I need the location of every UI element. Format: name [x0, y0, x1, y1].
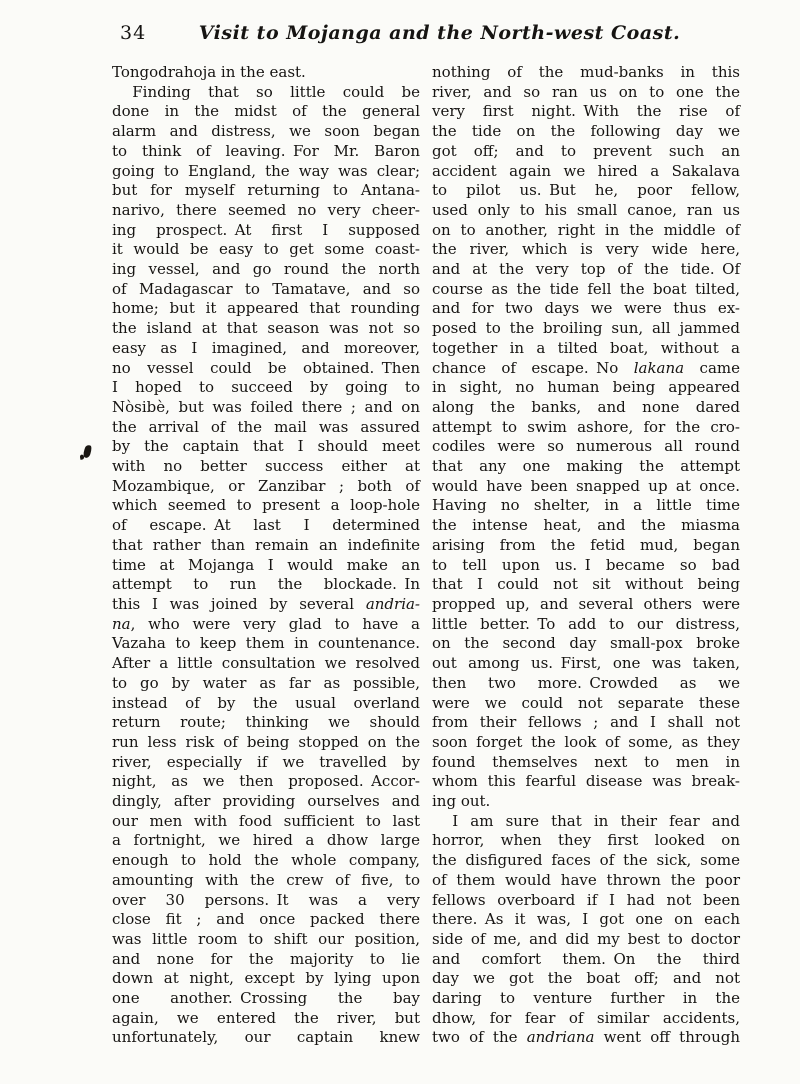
text-line: ing prospect. At first I supposed — [112, 220, 420, 239]
text-line: one another. Crossing the bay — [112, 989, 420, 1008]
text-line: of escape. At last I determined — [112, 516, 420, 535]
text-line: it would be easy to get some coast- — [112, 240, 420, 259]
text-line: used only to his small canoe, ran us — [432, 200, 740, 219]
text-line: ing vessel, and go round the north — [112, 260, 420, 279]
text-line: whom this fearful disease was break- — [432, 772, 740, 791]
text-line: Tongodrahoja in the east. — [112, 63, 306, 81]
text-line: the river, which is very wide here, — [432, 240, 740, 259]
text-line: two of the andriana went off through — [432, 1028, 740, 1047]
text-line: of them would have thrown the poor — [432, 870, 740, 889]
text-line: fellows overboard if I had not been — [432, 890, 740, 909]
text-line: accident again we hired a Sakalava — [432, 161, 740, 180]
text-line: arising from the fetid mud, began — [432, 535, 740, 554]
text-line: then two more. Crowded as we — [432, 673, 740, 692]
text-line: river, especially if we travelled by — [112, 752, 420, 771]
text-line: done in the midst of the general — [112, 102, 420, 121]
text-line: codiles were so numerous all round — [432, 437, 740, 456]
text-line: little better. To add to our distress, — [432, 614, 740, 633]
text-line: was little room to shift our position, — [112, 929, 420, 948]
text-line: course as the tide fell the boat tilted, — [432, 279, 740, 298]
text-line: alarm and distress, we soon began — [112, 122, 420, 141]
text-body — [112, 63, 740, 1048]
text-line: day we got the boat off; and not — [432, 969, 740, 988]
text-line: night, as we then proposed. Accor- — [112, 772, 420, 791]
text-line: found themselves next to men in — [432, 752, 740, 771]
text-line: to pilot us. But he, poor fellow, — [432, 181, 740, 200]
text-line: Having no shelter, in a little time — [432, 496, 740, 515]
text-line: to go by water as far as possible, — [112, 673, 420, 692]
text-line: that rather than remain an indefinite — [112, 535, 420, 554]
text-line: amounting with the crew of five, to — [112, 870, 420, 889]
text-line: but for myself returning to Antana- — [112, 181, 420, 200]
text-line: Vazaha to keep them in countenance. — [112, 634, 420, 653]
text-line: were we could not separate these — [432, 693, 740, 712]
text-line: the intense heat, and the miasma — [432, 516, 740, 535]
text-line: Nòsibè, but was foiled there ; and on — [112, 397, 420, 416]
text-line: I am sure that in their fear and — [452, 811, 740, 830]
text-line: on the second day small-pox broke — [432, 634, 740, 653]
left-column — [112, 63, 420, 1048]
page-number: 34 — [120, 22, 147, 44]
text-line: ing out. — [432, 792, 491, 811]
text-line: got off; and to prevent such an — [432, 141, 740, 160]
text-line: dingly, after providing ourselves and — [112, 792, 420, 811]
text-line: instead of by the usual overland — [112, 693, 420, 712]
text-line: there. As it was, I got one on each — [432, 910, 740, 929]
text-line: this I was joined by several andria- — [112, 594, 420, 613]
text-line: very first night. With the rise of — [432, 102, 740, 121]
text-line: soon forget the look of some, as they — [432, 732, 740, 751]
text-line: the disfigured faces of the sick, some — [432, 851, 740, 870]
text-line: over 30 persons. It was a very — [112, 890, 420, 909]
text-line: chance of escape. No lakana came — [432, 358, 740, 377]
text-line: narivo, there seemed no very cheer- — [112, 200, 420, 219]
text-line: with no better success either at — [112, 457, 420, 476]
text-line: together in a tilted boat, without a — [432, 338, 740, 357]
text-line: close fit ; and once packed there — [112, 910, 420, 929]
text-line: our men with food sufficient to last — [112, 811, 420, 830]
text-line: side of me, and did my best to doctor — [432, 929, 740, 948]
text-line: that I could not sit without being — [432, 575, 740, 594]
text-line: and for two days we were thus ex- — [432, 299, 740, 318]
text-line: daring to venture further in the — [432, 989, 740, 1008]
ink-blot-mark — [82, 444, 93, 459]
text-line: river, and so ran us on to one the — [432, 82, 740, 101]
text-line: by the captain that I should meet — [112, 437, 420, 456]
text-line: from their fellows ; and I shall not — [432, 713, 740, 732]
text-line: that any one making the attempt — [432, 457, 740, 476]
text-line: nothing of the mud-banks in this — [432, 63, 740, 81]
text-line: which seemed to present a loop-hole — [112, 496, 420, 515]
text-line: to think of leaving. For Mr. Baron — [112, 141, 420, 160]
page-header — [112, 22, 737, 48]
text-line: unfortunately, our captain knew — [112, 1028, 420, 1047]
text-line: Mozambique, or Zanzibar ; both of — [112, 476, 420, 495]
text-line: propped up, and several others were — [432, 594, 740, 613]
text-line: in sight, no human being appeared — [432, 378, 740, 397]
text-line: down at night, except by lying upon — [112, 969, 420, 988]
text-line: Finding that so little could be — [132, 82, 420, 101]
text-line: After a little consultation we resolved — [112, 654, 420, 673]
text-line: no vessel could be obtained. Then — [112, 358, 420, 377]
text-line: going to England, the way was clear; — [112, 161, 420, 180]
text-line: attempt to swim ashore, for the cro- — [432, 417, 740, 436]
text-line: of Madagascar to Tamatave, and so — [112, 279, 420, 298]
text-line: the island at that season was not so — [112, 319, 420, 338]
text-line: out among us. First, one was taken, — [432, 654, 740, 673]
text-line: enough to hold the whole company, — [112, 851, 420, 870]
right-column — [432, 63, 740, 1048]
text-line: a fortnight, we hired a dhow large — [112, 831, 420, 850]
text-line: again, we entered the river, but — [112, 1008, 420, 1027]
text-line: the tide on the following day we — [432, 122, 740, 141]
text-line: run less risk of being stopped on the — [112, 732, 420, 751]
text-line: attempt to run the blockade. In — [112, 575, 420, 594]
text-line: along the banks, and none dared — [432, 397, 740, 416]
text-line: and comfort them. On the third — [432, 949, 740, 968]
running-title: Visit to Mojanga and the North-west Coast. — [198, 22, 681, 44]
text-line: time at Mojanga I would make an — [112, 555, 420, 574]
text-line: easy as I imagined, and moreover, — [112, 338, 420, 357]
text-line: and at the very top of the tide. Of — [432, 260, 740, 279]
text-line: would have been snapped up at once. — [432, 476, 740, 495]
text-line: dhow, for fear of similar accidents, — [432, 1008, 740, 1027]
text-line: I hoped to succeed by going to — [112, 378, 420, 397]
text-line: horror, when they first looked on — [432, 831, 740, 850]
text-line: na, who were very glad to have a — [112, 614, 420, 633]
text-line: and none for the majority to lie — [112, 949, 420, 968]
text-line: posed to the broiling sun, all jammed — [432, 319, 740, 338]
text-line: return route; thinking we should — [112, 713, 420, 732]
text-line: home; but it appeared that rounding — [112, 299, 420, 318]
text-line: the arrival of the mail was assured — [112, 417, 420, 436]
text-line: on to another, right in the middle of — [432, 220, 740, 239]
text-line: to tell upon us. I became so bad — [432, 555, 740, 574]
